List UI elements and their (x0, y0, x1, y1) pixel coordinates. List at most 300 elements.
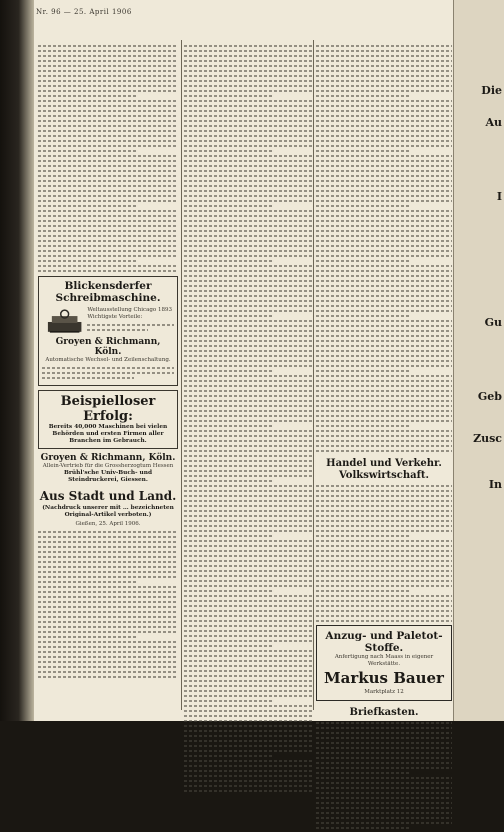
text-line (184, 730, 312, 732)
text-line (316, 415, 452, 417)
text-line (316, 335, 452, 337)
text-line (184, 280, 312, 282)
text-line (316, 110, 452, 112)
text-line (184, 560, 312, 562)
fragment-text: In (488, 478, 502, 491)
text-line (38, 546, 178, 548)
text-line (184, 790, 312, 792)
fragment-text: Die (481, 84, 502, 97)
text-line (316, 767, 452, 769)
text-line (184, 165, 312, 167)
text-line (184, 685, 312, 687)
text-line (38, 215, 178, 217)
text-line (38, 591, 178, 593)
text-line (316, 365, 452, 367)
text-line (316, 792, 452, 794)
text-line (316, 747, 452, 749)
text-line (316, 215, 452, 217)
text-line (38, 190, 178, 192)
text-line (316, 515, 452, 517)
text-line (184, 270, 312, 272)
text-line (316, 435, 452, 437)
text-line (184, 410, 312, 412)
text-line (316, 410, 452, 412)
text-line (184, 150, 274, 152)
text-line (316, 615, 452, 617)
text-line (184, 745, 312, 747)
text-line (184, 415, 312, 417)
text-line (184, 245, 312, 247)
text-line (184, 470, 312, 472)
text-line (184, 435, 312, 437)
text-line (184, 195, 312, 197)
text-line (316, 802, 452, 804)
text-line (316, 590, 411, 592)
text-line (38, 115, 178, 117)
text-line (184, 425, 274, 427)
text-line (184, 500, 312, 502)
text-line (38, 616, 178, 618)
text-block (316, 722, 452, 829)
ad-subtext: Wichtigste Vorteile: (87, 314, 143, 320)
text-line (38, 260, 136, 262)
text-line (184, 350, 312, 352)
text-line (316, 565, 452, 567)
ad-subtext: Allein-Vertrieb für die Grossherzogtum Hessen (42, 463, 174, 469)
text-line (184, 325, 312, 327)
text-line (38, 155, 178, 157)
text-line (184, 75, 312, 77)
text-line (184, 140, 312, 142)
text-line (316, 65, 452, 67)
agent-ad (38, 453, 178, 484)
text-line (184, 225, 312, 227)
text-line (184, 735, 312, 737)
text-line (316, 732, 452, 734)
text-line (316, 380, 452, 382)
text-line (316, 90, 452, 92)
text-line (316, 285, 452, 287)
text-line (184, 45, 312, 47)
text-line (316, 620, 452, 622)
text-line (38, 601, 178, 603)
text-line (184, 715, 312, 717)
text-line (316, 737, 452, 739)
text-line (38, 225, 178, 227)
text-line (184, 765, 312, 767)
text-line (184, 125, 312, 127)
text-line (38, 55, 178, 57)
text-line (316, 75, 452, 77)
fragment-text: Au (485, 116, 502, 129)
text-line (316, 485, 452, 487)
text-line (316, 170, 452, 172)
text-line (38, 245, 178, 247)
text-line (184, 545, 312, 547)
text-line (184, 440, 312, 442)
text-line (38, 606, 178, 608)
text-line (316, 150, 411, 152)
text-line (184, 380, 312, 382)
text-line (184, 505, 312, 507)
text-line (184, 330, 312, 332)
ad-title: Anzug- und Paletot-Stoffe. (325, 630, 443, 654)
text-line (316, 270, 452, 272)
text-line (38, 646, 178, 648)
text-line (184, 80, 312, 82)
text-line (316, 555, 452, 557)
text-line (184, 65, 312, 67)
text-line (316, 610, 452, 612)
text-line (184, 535, 274, 537)
text-line (316, 370, 411, 372)
text-line (316, 165, 452, 167)
text-line (38, 656, 178, 658)
text-line (316, 375, 452, 377)
text-line (184, 340, 312, 342)
text-line (316, 782, 452, 784)
text-line (38, 265, 178, 267)
text-line (184, 170, 312, 172)
section-heading: Aus Stadt und Land. (39, 489, 177, 503)
text-line (38, 676, 178, 678)
text-line (38, 641, 178, 643)
text-line (316, 722, 452, 724)
text-line (184, 485, 312, 487)
text-line (184, 145, 312, 147)
text-line (38, 571, 178, 573)
text-line (316, 490, 452, 492)
text-line (316, 155, 452, 157)
text-line (38, 531, 178, 533)
text-line (316, 355, 452, 357)
text-line (316, 585, 452, 587)
text-line (316, 742, 452, 744)
text-line (38, 160, 178, 162)
text-line (316, 160, 452, 162)
text-line (184, 755, 274, 757)
text-line (184, 185, 312, 187)
text-line (38, 50, 178, 52)
text-line (38, 100, 178, 102)
ad-subtext: Automatische Wechsel- und Zeilenschaltung. (45, 357, 171, 363)
text-line (316, 520, 452, 522)
text-line (316, 115, 452, 117)
text-line (316, 180, 452, 182)
text-line (38, 240, 178, 242)
text-line (316, 495, 452, 497)
text-line (38, 220, 178, 222)
text-line (316, 777, 452, 779)
text-line (184, 580, 312, 582)
ad-subtext: Marktplatz 12 (364, 689, 404, 695)
text-line (316, 400, 452, 402)
text-line (38, 210, 178, 212)
text-line (316, 190, 452, 192)
text-line (38, 150, 136, 152)
text-line (316, 240, 452, 242)
text-line (316, 60, 452, 62)
text-line (38, 80, 178, 82)
text-line (38, 200, 178, 202)
text-line (316, 200, 452, 202)
text-line (316, 175, 452, 177)
text-line (184, 680, 312, 682)
text-line (184, 190, 312, 192)
text-line (184, 515, 312, 517)
text-line (184, 235, 312, 237)
text-line (316, 185, 452, 187)
text-line (184, 105, 312, 107)
text-line (316, 210, 452, 212)
text-line (184, 495, 312, 497)
text-line (38, 596, 178, 598)
text-line (316, 340, 452, 342)
text-line (184, 635, 312, 637)
text-line (184, 390, 312, 392)
text-line (184, 690, 312, 692)
text-line (316, 812, 452, 814)
text-line (316, 787, 452, 789)
text-line (316, 560, 452, 562)
column-rule (181, 40, 182, 710)
text-line (38, 651, 178, 653)
dateline: Gießen, 25. April 1906. (75, 521, 141, 527)
text-line (184, 775, 312, 777)
text-line (38, 165, 178, 167)
text-line (184, 255, 312, 257)
fragment-text: I (496, 190, 502, 203)
text-line (184, 490, 312, 492)
text-line (316, 570, 452, 572)
text-line (184, 275, 312, 277)
text-line (38, 536, 178, 538)
ad-text: Bereits 40,000 Maschinen bei vielen Behörden und ersten Firmen aller Branchen im Gebrauch. (48, 424, 168, 444)
text-line (184, 480, 274, 482)
text-line (184, 575, 312, 577)
text-line (316, 420, 452, 422)
section-heading: Briefkasten. (349, 707, 419, 718)
text-line (38, 661, 178, 663)
text-line (184, 705, 312, 707)
text-line (316, 395, 452, 397)
text-line (316, 817, 452, 819)
fragment-text: Gu (484, 316, 502, 329)
text-line (316, 385, 452, 387)
text-line (38, 621, 178, 623)
text-line (316, 265, 452, 267)
text-line (316, 450, 452, 452)
text-line (38, 576, 178, 578)
text-line (316, 145, 452, 147)
text-line (316, 50, 452, 52)
ad-brand: Groyen & Richmann, Köln. (40, 453, 176, 463)
text-line (184, 750, 312, 752)
text-line (38, 175, 178, 177)
text-line (316, 505, 452, 507)
text-line (316, 320, 452, 322)
text-line (38, 60, 178, 62)
text-line (184, 130, 312, 132)
text-line (184, 650, 312, 652)
text-line (184, 695, 312, 697)
text-line (184, 70, 312, 72)
text-line (184, 345, 312, 347)
text-line (316, 220, 452, 222)
text-line (316, 345, 452, 347)
text-line (316, 535, 411, 537)
text-line (316, 772, 411, 774)
text-line (184, 615, 312, 617)
text-line (38, 75, 178, 77)
text-line (316, 445, 452, 447)
text-line (184, 230, 312, 232)
text-line (184, 295, 312, 297)
text-line (38, 65, 178, 67)
text-line (38, 85, 178, 87)
text-line (38, 125, 178, 127)
ad-brand: Groyen & Richmann, Köln. (55, 337, 161, 357)
text-line (38, 235, 178, 237)
text-line (38, 110, 178, 112)
text-line (184, 760, 312, 762)
text-line (184, 785, 312, 787)
text-line (38, 205, 136, 207)
text-line (184, 450, 312, 452)
text-line (184, 315, 274, 317)
adjacent-page-strip (453, 0, 504, 721)
text-line (316, 325, 452, 327)
text-line (316, 260, 411, 262)
text-line (38, 250, 178, 252)
text-line (184, 320, 312, 322)
text-line (38, 145, 178, 147)
text-line (184, 205, 274, 207)
text-line (316, 290, 452, 292)
text-line (316, 225, 452, 227)
text-line (184, 630, 312, 632)
text-line (184, 550, 312, 552)
text-line (184, 645, 274, 647)
text-line (184, 530, 312, 532)
text-line (316, 300, 452, 302)
text-line (184, 135, 312, 137)
text-line (184, 600, 312, 602)
text-line (184, 50, 312, 52)
text-block (38, 531, 178, 678)
text-line (184, 375, 312, 377)
text-line (38, 195, 178, 197)
text-line (316, 45, 452, 47)
text-line (38, 666, 178, 668)
text-line (184, 310, 312, 312)
text-line (316, 245, 452, 247)
text-line (38, 566, 178, 568)
text-line (316, 205, 411, 207)
text-line (316, 100, 452, 102)
text-line (184, 670, 312, 672)
text-line (38, 636, 136, 638)
text-line (184, 610, 312, 612)
text-line (38, 581, 136, 583)
column-2 (184, 42, 312, 795)
text-line (184, 725, 312, 727)
text-line (184, 585, 312, 587)
text-line (38, 180, 178, 182)
text-block (316, 45, 452, 452)
text-line (184, 220, 312, 222)
text-line (38, 45, 178, 47)
ad-title: Beispielloser Erfolg: (60, 394, 156, 424)
text-line (316, 275, 452, 277)
section-heading: Handel und Verkehr. Volkswirtschaft. (326, 458, 442, 481)
text-line (184, 700, 274, 702)
text-line (316, 140, 452, 142)
text-line (184, 620, 312, 622)
column-3 (316, 42, 452, 832)
text-line (184, 770, 312, 772)
text-line (316, 510, 452, 512)
text-line (316, 315, 411, 317)
text-line (316, 70, 452, 72)
text-line (184, 305, 312, 307)
text-line (184, 110, 312, 112)
text-line (316, 360, 452, 362)
text-line (184, 100, 312, 102)
ad-subtext: Anfertigung nach Maass in eigener Werkstätte. (334, 654, 434, 667)
text-line (316, 807, 452, 809)
text-line (184, 420, 312, 422)
text-line (316, 305, 452, 307)
text-line (184, 555, 312, 557)
text-line (184, 285, 312, 287)
text-line (184, 155, 312, 157)
text-line (316, 822, 452, 824)
text-line (316, 125, 452, 127)
text-line (184, 290, 312, 292)
text-line (184, 565, 312, 567)
text-line (184, 445, 312, 447)
binding-edge (0, 0, 34, 721)
text-line (184, 385, 312, 387)
text-line (38, 230, 178, 232)
text-line (184, 675, 312, 677)
text-line (38, 170, 178, 172)
text-line (38, 95, 136, 97)
text-line (184, 160, 312, 162)
text-line (316, 550, 452, 552)
typewriter-illustration (42, 308, 87, 334)
text-line (184, 115, 312, 117)
text-block (316, 485, 452, 622)
text-line (184, 520, 312, 522)
text-line (316, 135, 452, 137)
text-line (38, 541, 178, 543)
text-block (38, 45, 178, 272)
text-line (184, 740, 312, 742)
text-line (184, 430, 312, 432)
text-line (316, 827, 411, 829)
text-line (184, 335, 312, 337)
text-line (38, 671, 178, 673)
text-line (316, 797, 452, 799)
text-line (184, 370, 274, 372)
text-line (316, 500, 452, 502)
text-line (316, 310, 452, 312)
text-line (184, 260, 274, 262)
text-line (184, 60, 312, 62)
text-line (38, 586, 178, 588)
